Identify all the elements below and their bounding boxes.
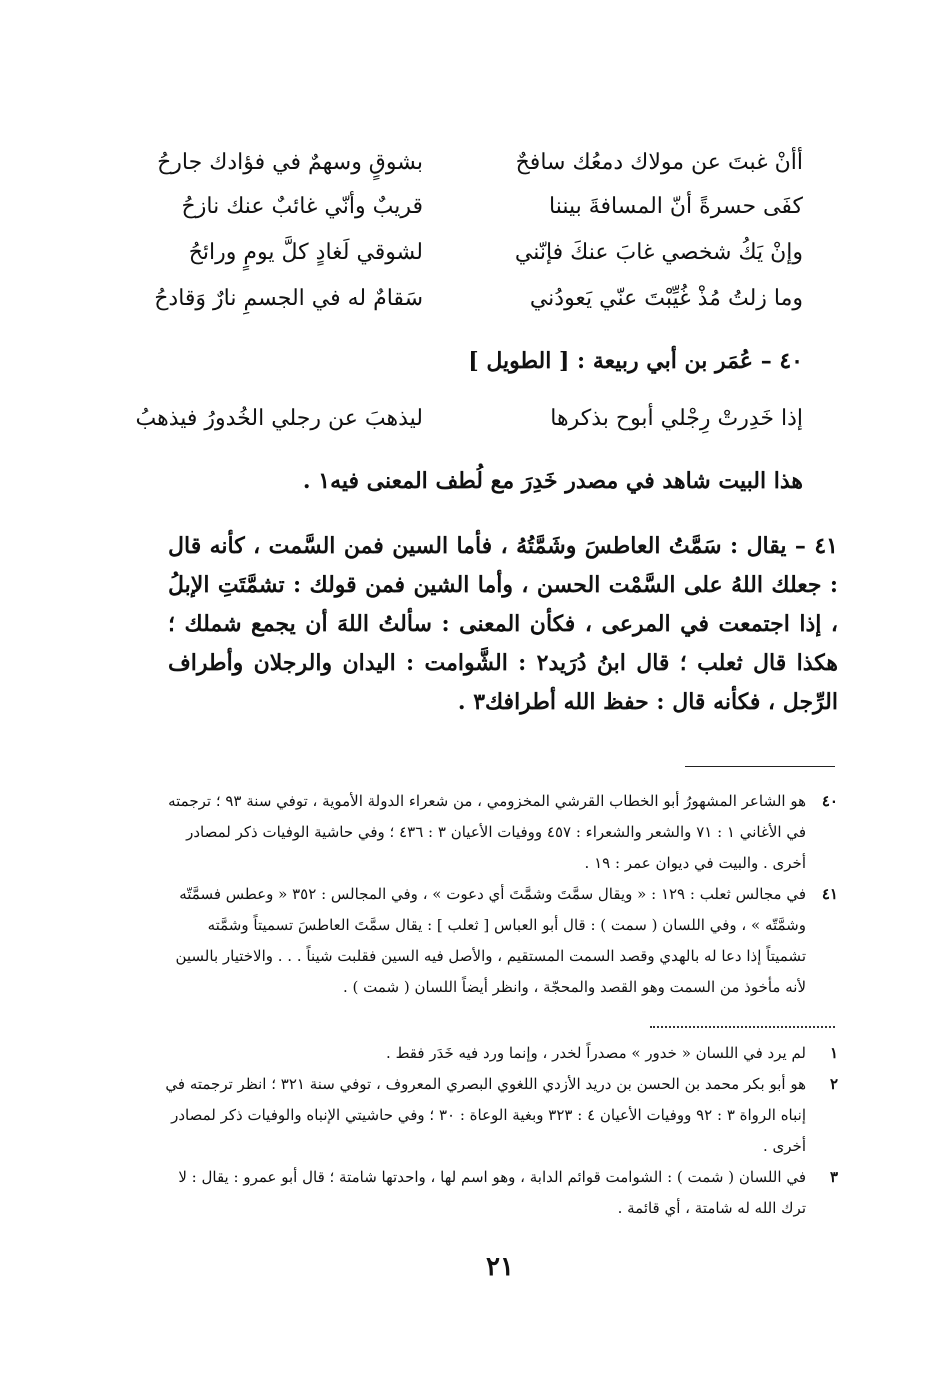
footnote-3 bbox=[163, 1162, 838, 1224]
entry-40-heading: ٤٠ – عُمَر بن أبي ربيعة : [ الطويل ] bbox=[468, 348, 803, 374]
page-number: ٢١ bbox=[486, 1252, 514, 1282]
poem-a-line-3-first-hemistich: وإنْ يَكُ شخصي غابَ عنكَ فإنّني bbox=[514, 240, 803, 265]
entry-41-paragraph: ٤١ – يقال : سَمَّتُ العاطسَ وشَمَّتُهُ ، فأما السين فمن السَّمت ، كأنه قال : جعلك اللهُ على السَّمْت الحسن ، وأما الشين فمن قولك : تشمَّتَتِ الإبلُ ، إذا اجتمعت في المرعى ، فكأن المعنى : سألتُ اللهَ أن يجمع شملك ؛ هكذا قال ثعلب ؛ قال ابنُ دُرَيد٢ : الشَّوامت : اليدان والرجلان وأطراف الرِّجل ، فكأنه قال : حفظ الله أطرافك٣ . bbox=[168, 533, 838, 715]
commentary-note-41 bbox=[163, 879, 838, 1003]
entry-40-verse-first-hemistich: إذا خَدِرتْ رِجْلي أبوح بذكرها bbox=[550, 406, 803, 431]
poem-a-line-3-second-hemistich: لشوقي لَغادٍ كلَّ يومٍ ورائحُ bbox=[188, 240, 423, 265]
footnote-text: لم يرد في اللسان « خدور » مصدراً لخدر ، وإنما ورد فيه خَدَر فقط . bbox=[386, 1044, 806, 1062]
commentary-note-number: ٤٠ bbox=[821, 792, 838, 810]
entry-40-verse-second-hemistich: ليذهبَ عن رجلي الخُدورُ فيذهبُ bbox=[135, 406, 423, 431]
commentary-note-text: هو الشاعر المشهورُ أبو الخطاب القرشي المخزومي ، من شعراء الدولة الأموية ، توفي سنة ٩٣ ؛ ترجمته في الأغاني ١ : ٧١ والشعر والشعراء : ٤٥٧ ووفيات الأعيان ٣ : ٤٣٦ ؛ وفي حاشية الوفيات ذكر لمصادر أخرى . والبيت في ديوان عمر : ١٩ . bbox=[168, 792, 806, 872]
footnote-1 bbox=[163, 1038, 838, 1069]
commentary-note-40 bbox=[163, 786, 838, 879]
poem-a-line-4-second-hemistich: سَقامٌ له في الجسمِ نارٌ وَقادحُ bbox=[154, 286, 423, 311]
footnote-number: ٣ bbox=[829, 1168, 838, 1186]
footnote-number: ١ bbox=[829, 1044, 838, 1062]
poem-a-line-4-first-hemistich: وما زلتُ مُذْ غُيِّبْتَ عنّي يَعودُني bbox=[529, 286, 803, 311]
footnote-number: ٢ bbox=[829, 1075, 838, 1093]
poem-a-line-1-second-hemistich: بشوقٍ وسهمٌ في فؤادك جارحُ bbox=[157, 150, 423, 175]
poem-a-line-2-second-hemistich: قريبٌ وأنّي غائبٌ عنك نازحُ bbox=[181, 194, 423, 219]
footnote-separator-dotted-rule bbox=[650, 1026, 835, 1028]
entry-40-note: هذا البيت شاهد في مصدر خَدِرَ مع لُطف المعنى فيه١ . bbox=[302, 468, 803, 494]
poem-a-line-2-first-hemistich: كفَى حسرةً أنّ المسافةَ بيننا bbox=[549, 194, 803, 219]
poem-a-line-1-first-hemistich: أأنْ غبتَ عن مولاك دمعُك سافحٌ bbox=[515, 150, 803, 175]
footnote-text: هو أبو بكر محمد بن الحسن بن دريد الأزدي اللغوي البصري المعروف ، توفي سنة ٣٢١ ؛ انظر ترجمته في إنباه الرواة ٣ : ٩٢ ووفيات الأعيان ٤ : ٣٢٣ وبغية الوعاة : ٣٠ ؛ وفي حاشيتي الإنباه والوفيات ذكر لمصادر أخرى . bbox=[165, 1075, 806, 1155]
footnote-2 bbox=[163, 1069, 838, 1162]
commentary-note-text: في مجالس ثعلب : ١٢٩ : « ويقال سمَّتَ وشمَّتَ أي دعوت » ، وفي المجالس : ٣٥٢ « وعطس فسمَّتّه وشمَّتّه » ، وفي اللسان ( سمت ) : قال أبو العباس [ ثعلب ] : يقال سمَّتَ العاطسَ تسميتاً وشمَّته تشميتاً إذا دعا له بالهدي وقصد السمت المستقيم ، والأصل فيه السين فقلبت شيناً . . . والاختيار بالسين لأنه مأخوذ من السمت وهو القصد والمحجّة ، وانظر أيضاً اللسان ( شمت ) . bbox=[175, 885, 806, 996]
commentary-note-number: ٤١ bbox=[821, 885, 838, 903]
commentary-separator-rule bbox=[685, 766, 835, 767]
footnote-text: في اللسان ( شمت ) : الشوامت قوائم الدابة ، وهو اسم لها ، واحدتها شامتة ؛ قال أبو عمرو : يقال : لا ترك الله له شامتة ، أي قائمة . bbox=[178, 1168, 806, 1217]
